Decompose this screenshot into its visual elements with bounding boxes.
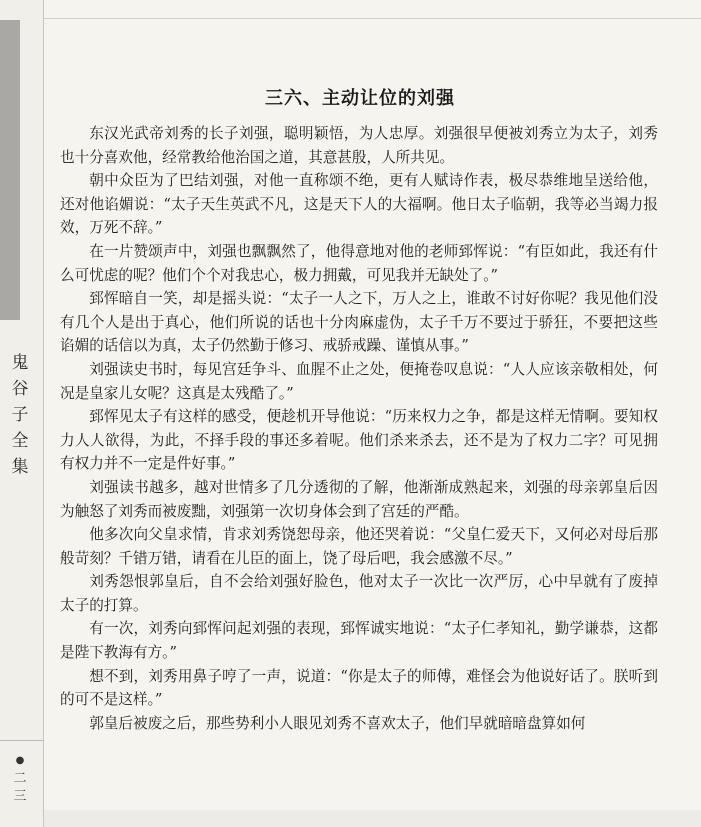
book-title-vertical (7, 350, 33, 480)
margin-bottom-rule (0, 740, 44, 741)
paragraph: 有一次，刘秀向郅恽问起刘强的表现，郅恽诚实地说：“太子仁孝知礼，勤学谦恭，这都是陛下教海有方。” (60, 620, 658, 662)
page-number-vertical (8, 752, 32, 806)
book-title-char: 全 (11, 431, 29, 451)
paragraph: 郅恽见太子有这样的感受，便趁机开导他说：“历来权力之争，都是这样无情啊。要知权力人人欲得，为此，不择手段的事还多着呢。他们杀来杀去，还不是为了权力二字？可见拥有权力并不一定是件好事。” (60, 408, 658, 473)
paragraph: 朝中众臣为了巴结刘强，对他一直称颂不绝，更有人赋诗作表，极尽恭维地呈送给他，还对他谄媚说：“太子天生英武不凡，这是天下人的大福啊。他日太子临朝，我等必当竭力报效，万死不辞。” (60, 172, 658, 237)
paragraph: 刘秀怨恨郭皇后，自不会给刘强好脸色，他对太子一次比一次严厉，心中早就有了废掉太子的打算。 (60, 573, 658, 614)
paragraph: 他多次向父皇求情，肯求刘秀饶恕母亲，他还哭着说：“父皇仁爱天下，又何必对母后那般苛刻？千错万错，请看在儿臣的面上，饶了母后吧，我会感激不尽。” (60, 526, 658, 567)
paragraph: 刘强读书越多，越对世情多了几分透彻的了解，他渐渐成熟起来，刘强的母亲郭皇后因为触怒了刘秀而被废黜，刘强第一次切身体会到了宫廷的严酷。 (60, 478, 658, 520)
paragraph: 想不到，刘秀用鼻子哼了一声，说道：“你是太子的师傅，难怪会为他说好话了。朕听到的可不是这样。” (60, 667, 658, 709)
top-rule (44, 18, 701, 19)
page-number-char: 三 (13, 789, 27, 804)
page-bottom-edge (44, 810, 701, 827)
margin-shadow-band (0, 20, 20, 320)
paragraph: 郅恽暗自一笑，却是摇头说：“太子一人之下，万人之上，谁敢不讨好你呢？我见他们没有几个人是出于真心，他们所说的话也十分肉麻虚伪，太子千万不要过于骄狂，不要把这些谄媚的话信以为真，太子仍然勤于修习、戒骄戒躁、谨慎从事。” (60, 290, 658, 355)
paragraph: 东汉光武帝刘秀的长子刘强，聪明颖悟，为人忠厚。刘强很早便被刘秀立为太子，刘秀也十分喜欢他，经常教给他治国之道，其意甚殷，人所共见。 (60, 125, 658, 166)
paragraph: 在一片赞颂声中，刘强也飘飘然了，他得意地对他的老师郅恽说：“有臣如此，我还有什么可忧虑的呢？他们个个对我忠心，极力拥戴，可见我并无缺处了。” (60, 242, 658, 284)
page-number-char: 二 (13, 771, 27, 786)
chapter-body (60, 122, 658, 735)
margin-rule (43, 0, 44, 827)
book-title-char: 集 (11, 457, 29, 477)
book-title-char: 鬼 (11, 353, 29, 373)
book-title-char: 子 (11, 405, 29, 425)
paragraph: 刘强读史书时，每见宫廷争斗、血腥不止之处，便掩卷叹息说：“人人应该亲敬相处，何况是皇家儿女呢？这真是太残酷了。” (60, 360, 658, 402)
book-title-char: 谷 (11, 379, 29, 399)
chapter-title: 三六、主动让位的刘强 (265, 88, 455, 109)
bullet-dot-icon: ● (15, 755, 25, 766)
paragraph: 郭皇后被废之后，那些势利小人眼见刘秀不喜欢太子，他们早就暗暗盘算如何 (89, 714, 586, 732)
